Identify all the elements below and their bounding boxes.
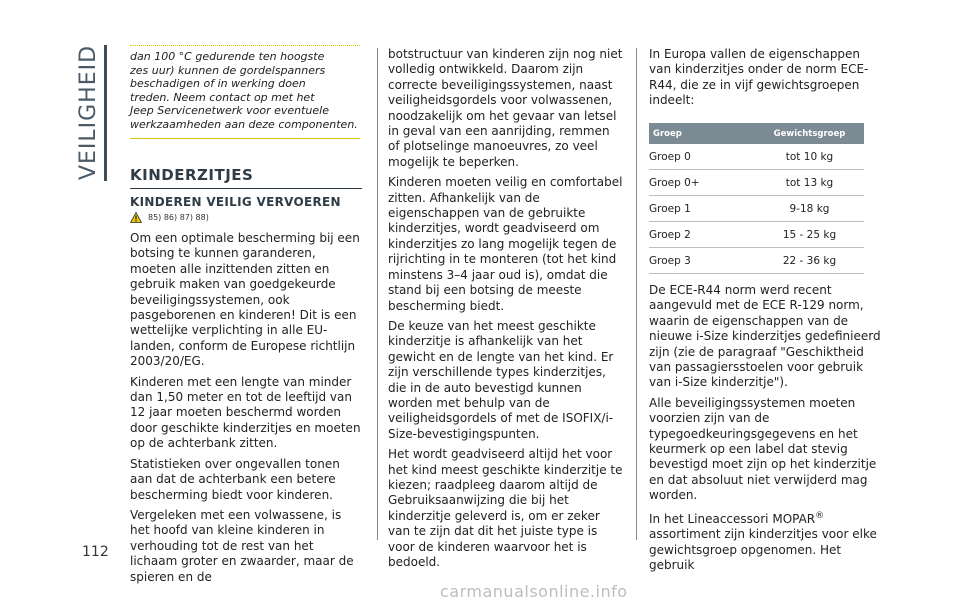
table-cell: 15 - 25 kg (755, 222, 864, 248)
column-divider (377, 48, 378, 540)
paragraph: In Europa vallen de eigenschappen van kinderzitjes onder de norm ECE-R44, die ze in vijf gewichtsgroepen indeelt: (649, 47, 869, 108)
table-row (649, 248, 864, 274)
paragraph: Kinderen met een lengte van minder dan 1,50 meter en tot de leeftijd van 12 jaar moeten beschermd worden door geschikte kinderzitjes en moeten op de achterbank zitten. (130, 374, 361, 451)
paragraph: Statistieken over ongevallen tonen aan dat de achterbank een betere bescherming biedt voor kinderen. (130, 456, 340, 502)
note-box (130, 50, 360, 139)
table-cell: Groep 2 (649, 222, 755, 248)
note-line: dan 100 °C gedurende ten hoogste (130, 50, 325, 63)
warning-ref-numbers: 85) 86) 87) 88) (148, 212, 209, 222)
table-cell: 9-18 kg (755, 196, 864, 222)
table-row (649, 196, 864, 222)
table-cell: Groep 3 (649, 248, 755, 274)
table-cell: tot 10 kg (755, 144, 864, 170)
paragraph: De ECE-R44 norm werd recent aangevuld met de ECE R-129 norm, waarin de eigenschappen van de nieuwe i-Size kinderzitjes gedefinieerd zijn (zie de paragraaf "Geschiktheid van passagiersstoelen voor gebruik van i-Size kinderzitje"). (649, 283, 881, 390)
page-number: 112 (82, 544, 109, 560)
paragraph: Kinderen moeten veilig en comfortabel zitten. Afhankelijk van de eigenschappen van de gebruikte kinderzitjes, wordt geadviseerd om kinderzitjes zo lang mogelijk tegen de rijrichting in te monteren (tot het kind minstens 3–4 jaar oud is), omdat die stand bij een botsing de meeste bescherming biedt. (388, 175, 623, 313)
paragraph: Vergeleken met een volwassene, is het hoofd van kleine kinderen in verhouding tot de rest van het lichaam groter en zwaarder, maar de spieren en de (130, 507, 354, 584)
table-cell: Groep 0+ (649, 170, 755, 196)
note-line: treden. Neem contact op met het (130, 90, 315, 104)
note-line: Jeep Servicenetwerk voor eventuele (130, 104, 329, 118)
section-title (72, 44, 106, 180)
section-subheading: KINDEREN VEILIG VERVOEREN (130, 195, 341, 209)
mopar-text: In het Lineaccessori MOPAR (649, 511, 816, 526)
warning-refs (130, 211, 209, 223)
table-header: Groep (649, 123, 755, 144)
watermark: carmanualsonline.info (440, 582, 628, 601)
warning-triangle-icon (130, 212, 142, 223)
section-title-text: VEILIGHEID (76, 44, 102, 180)
note-line: beschadigen of in werking doen (130, 77, 306, 91)
paragraph: Alle beveiligingssystemen moeten voorzien zijn van de typegoedkeuringsgegevens en het keurmerk op een label dat stevig bevestigd moet zijn op het kinderzitje en dat absoluut niet verwijderd mag worden. (649, 395, 877, 503)
section-bar (104, 45, 107, 181)
table-cell: Groep 0 (649, 144, 755, 170)
table-row (649, 170, 864, 196)
paragraph: botstructuur van kinderen zijn nog niet volledig ontwikkeld. Daarom zijn correcte beveiligingssystemen, naast veiligheidsgordels voor volwassenen, noodzakelijk om het gevaar van letsel in geval van een aanrijding, remmen of plotselinge manoeuvres, zo veel mogelijk te beperken. (388, 47, 623, 169)
paragraph: Om een optimale bescherming bij een botsing te kunnen garanderen, moeten alle inzittenden zitten en gebruik maken van goedgekeurde beveiligingssystemen, ook pasgeborenen en kinderen! Dit is een wettelijke verplichting in alle EU-landen, conform de Europese richtlijn 2003/20/EG. (130, 231, 360, 369)
table-header-row (649, 123, 864, 144)
section-heading: KINDERZITJES (130, 166, 362, 189)
note-top-rule (130, 45, 360, 46)
mopar-text-rest: assortiment zijn kinderzitjes voor elke gewichtsgroep opgenomen. Het gebruik (649, 527, 877, 572)
paragraph: Het wordt geadviseerd altijd het voor het kind meest geschikte kinderzitje te kiezen; raadpleeg daarom altijd de Gebruiksaanwijzing die bij het kinderzitje geleverd is, om er zeker van te zijn dat dit het juiste type is voor de kinderen waarvoor het is bedoeld. (388, 447, 623, 569)
table-row (649, 144, 864, 170)
paragraph: De keuze van het meest geschikte kinderzitje is afhankelijk van het gewicht en de lengte van het kind. Er zijn verschillende types kinderzitjes, die in de auto bevestigd kunnen worden met behulp van de veiligheidsgordels of met de ISOFIX/i-Size-bevestigingspunten. (388, 318, 614, 441)
column-3-body (649, 283, 885, 578)
column-3-intro (649, 47, 885, 114)
paragraph-mopar (649, 509, 885, 574)
table-header: Gewichtsgroep (755, 123, 864, 144)
note-line: werkzaamheden aan deze componenten. (130, 117, 358, 131)
table-cell: Groep 1 (649, 196, 755, 222)
column-divider (636, 48, 637, 540)
column-1 (130, 231, 362, 590)
registered-mark: ® (815, 510, 825, 521)
table-cell: 22 - 36 kg (755, 248, 864, 274)
table-row (649, 222, 864, 248)
column-2 (388, 47, 624, 575)
note-line: zes uur) kunnen de gordelspanners (130, 63, 326, 77)
table-cell: tot 13 kg (755, 170, 864, 196)
weight-group-table (649, 123, 864, 274)
